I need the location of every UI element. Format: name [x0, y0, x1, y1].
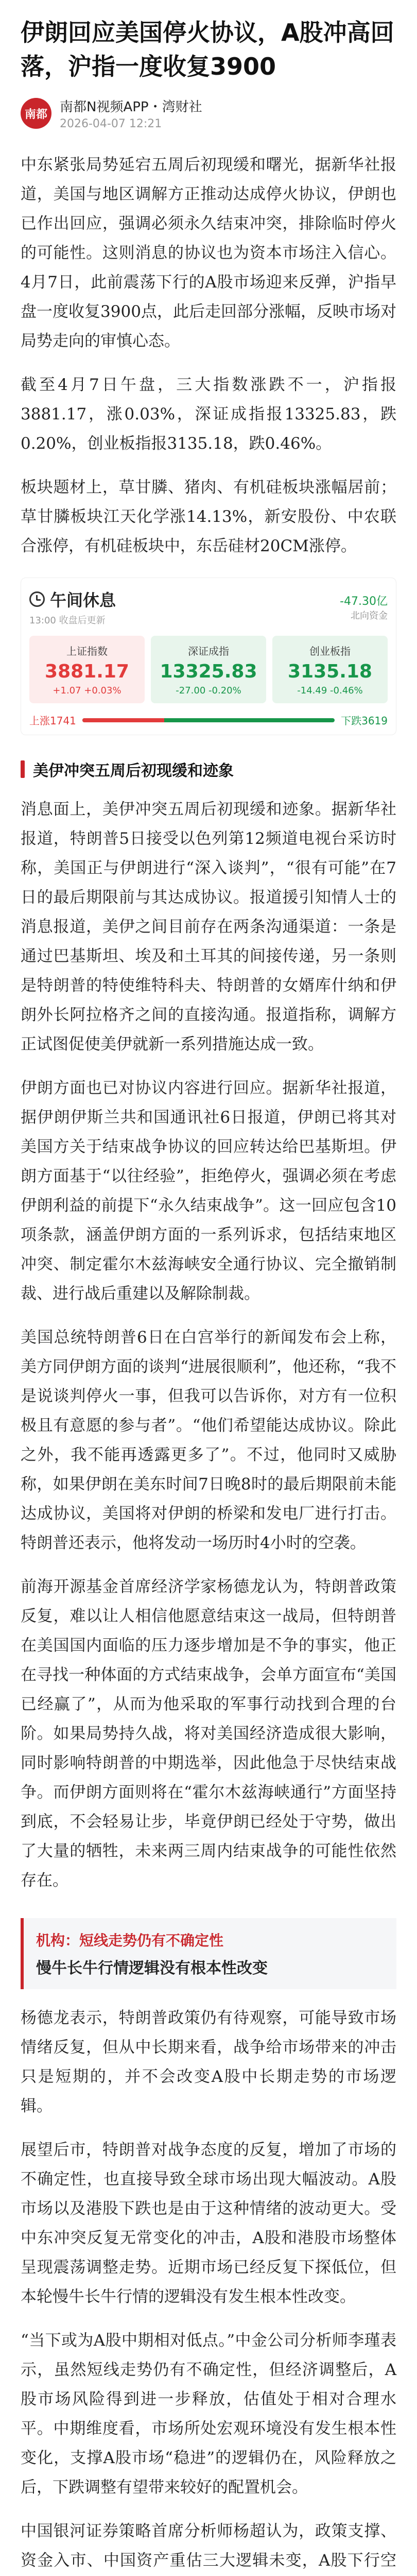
- article-paragraph: 截至4月7日午盘，三大指数涨跌不一，沪指报3881.17，涨0.03%，深证成指报13325.83，跌0.20%，创业板指报3135.18，跌0.46%。: [21, 376, 396, 453]
- market-widget[interactable]: [21, 578, 396, 735]
- article-paragraph: 板块题材上，草甘膦、猪肉、有机硅板块涨幅居前；草甘膦板块江天化学涨14.13%，新安股份、中农联合涨停，有机硅板块中，东岳硅材20CM涨停。: [21, 478, 396, 555]
- breadth-bar: [82, 718, 335, 722]
- breadth-bar-fill: [82, 718, 164, 722]
- northbound-flow: [340, 592, 388, 622]
- index-change: -14.49 -0.46%: [297, 685, 363, 696]
- index-change: -27.00 -0.20%: [176, 685, 241, 696]
- decliners-count: 下跌3619: [341, 715, 388, 727]
- article-title: 伊朗回应美国停火协议，A股冲高回落，沪指一度收复3900: [21, 19, 394, 80]
- article-paragraph: 展望后市，特朗普对战争态度的反复，增加了市场的不确定性，也直接导致全球市场出现大幅波动。A股市场以及港股下跌也是由于这种情绪的波动更大。受中东冲突反复无常变化的冲击，A股和港股市场整体呈现震荡调整走势。近期市场已经反复下探低位，但本轮慢牛长牛行情的逻辑没有发生根本性改变。: [21, 2141, 396, 2306]
- market-status-label: 午间休息: [50, 590, 116, 610]
- index-card-sz[interactable]: [151, 636, 266, 703]
- index-value: 3135.18: [288, 661, 372, 682]
- article-paragraph: 杨德龙表示，特朗普政策仍有待观察，可能导致市场情绪反复，但从中长期来看，战争给市场带来的冲击只是短期的，并不会改变A股中长期走势的市场逻辑。: [21, 2009, 396, 2115]
- market-breadth: [29, 713, 388, 727]
- index-change: +1.07 +0.03%: [53, 685, 121, 696]
- index-card-cyb[interactable]: [272, 636, 388, 703]
- index-card-sh[interactable]: [29, 636, 145, 703]
- publish-time: 2026-04-07 12:21: [60, 117, 162, 130]
- section-heading: [21, 758, 396, 781]
- index-value: 3881.17: [45, 661, 129, 682]
- section-marker: [21, 760, 25, 778]
- market-status: [29, 587, 116, 611]
- article-paragraph: 中东紧张局势延宕五周后初现缓和曙光，据新华社报道，美国与地区调解方正推动达成停火协议，伊朗也已作出回应，强调必须永久结束冲突，排除临时停火的可能性。这则消息的协议也为资本市场注入信心。4月7日，此前震荡下行的A股市场迎来反弹，沪指早盘一度收复3900点，此后走回部分涨幅，反映市场对局势走向的审慎心态。: [21, 156, 396, 350]
- clock-icon: [29, 591, 45, 607]
- article-paragraph: 美国总统特朗普6日在白宫举行的新闻发布会上称，美方同伊朗方面的谈判“进展很顺利”，他还称，“我不是说谈判停火一事，但我可以告诉你，对方有一位积极且有意愿的参与者”。“他们希望能达成协议。除此之外，我不能再透露更多了”。不过，他同时又威胁称，如果伊朗在美东时间7日晚8时的最后期限前未能达成协议，美国将对伊朗的桥梁和发电厂进行打击。特朗普还表示，他将发动一场历时4小时的空袭。: [21, 1328, 396, 1552]
- article-paragraph: 中国银河证券策略首席分析师杨超认为，政策支撑、资金入市、中国资产重估三大逻辑未变，A股下行空: [21, 2522, 396, 2570]
- index-cards: [29, 636, 388, 703]
- section-title: 美伊冲突五周后初现缓和迹象: [33, 762, 234, 780]
- index-name: 创业板指: [309, 645, 351, 657]
- index-name: 深证成指: [188, 645, 229, 657]
- publisher-avatar[interactable]: 南都: [21, 98, 51, 129]
- index-name: 上证指数: [66, 645, 108, 657]
- byline-text: [60, 96, 202, 130]
- article-paragraph: 前海开源基金首席经济学家杨德龙认为，特朗普政策反复，难以让人相信他愿意结束这一战局，但特朗普在美国国内面临的压力逐步增加是不争的事实，他正在寻找一种体面的方式结束战争，会单方面宣布“美国已经赢了”，从而为他采取的军事行动找到合理的台阶。如果局势持久战，将对美国经济造成很大影响，同时影响特朗普的中期选举，因此他急于尽快结束战争。而伊朗方面则将在“霍尔木兹海峡通行”方面坚持到底，不会轻易让步，毕竟伊朗已经处于守势，做出了大量的牺牲，未来两三周内结束战争的可能性依然存在。: [21, 1578, 396, 1890]
- publisher-name[interactable]: 南都N视频APP・湾财社: [60, 99, 202, 115]
- institution-view-block: [21, 1918, 396, 1989]
- northbound-label: 北向资金: [351, 610, 388, 621]
- article-paragraph: 消息面上，美伊冲突五周后初现缓和迹象。据新华社报道，特朗普5日接受以色列第12频道电视台采访时称，美国正与伊朗进行“深入谈判”，“很有可能”在7日的最后期限前与其达成协议。报道援引知情人士的消息报道，美伊之间目前存在两条沟通渠道：一条是通过巴基斯坦、埃及和土耳其的间接传递，另一条则是特朗普的特使维特科夫、特朗普的女婿库什纳和伊朗外长阿拉格齐之间的直接沟通。报道指称，调解方正试图促使美伊就新一系列措施达成一致。: [21, 800, 396, 1054]
- article-paragraph: 伊朗方面也已对协议内容进行回应。据新华社报道，据伊朗伊斯兰共和国通讯社6日报道，伊朗已将其对美国方关于结束战争协议的回应转达给巴基斯坦。伊朗方面基于“以往经验”，拒绝停火，强调必须在考虑伊朗利益的前提下“永久结束战争”。这一回应包含10项条款，涵盖伊朗方面的一系列诉求，包括结束地区冲突、制定霍尔木兹海峡安全通行协议、完全撤销制裁、进行战后重建以及解除制裁。: [21, 1079, 396, 1303]
- market-header: [29, 587, 388, 626]
- northbound-value: -47.30亿: [340, 595, 388, 608]
- market-date: 13:00 收盘后更新: [29, 615, 106, 626]
- index-value: 13325.83: [160, 661, 257, 682]
- advancers-count: 上涨1741: [29, 715, 76, 727]
- article-paragraph: “当下或为A股中期相对低点。”中金公司分析师李瑾表示，虽然短线走势仍有不确定性，但经济调整后，A股市场风险得到进一步释放，估值处于相对合理水平。中期维度看，市场所处宏观环境没有发生根本性变化，支撑A股市场“稳进”的逻辑仍在，风险释放之后，下跌调整有望带来较好的配置机会。: [21, 2331, 396, 2497]
- institution-view-label: 机构：短线走势仍有不确定性: [36, 1932, 224, 1949]
- institution-view-title: 慢牛长牛行情逻辑没有根本性改变: [36, 1959, 268, 1977]
- byline: [21, 97, 396, 130]
